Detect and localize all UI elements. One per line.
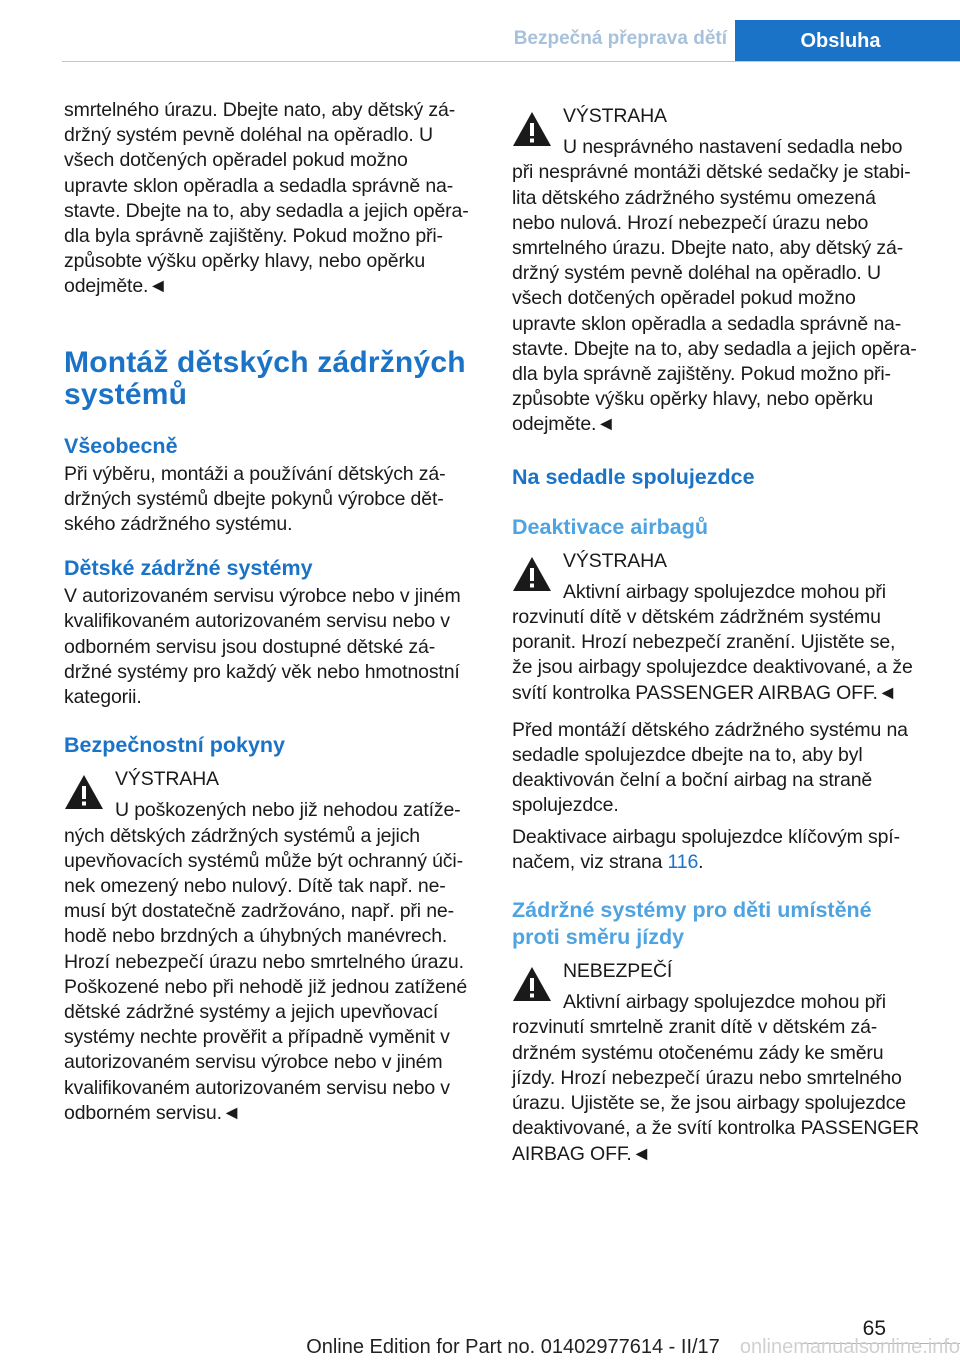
airbag-warning — [512, 549, 928, 706]
danger-label: NEBEZPEČÍ — [563, 960, 673, 983]
text-line: poranit. Hrozí nebezpečí zranění. Ujistěte se, — [512, 631, 896, 654]
text-line: Při výběru, montáži a používání dětských zá- — [64, 462, 446, 485]
warning-label: VÝSTRAHA — [563, 105, 667, 127]
heading-line: systémů — [64, 377, 188, 411]
text-line: dětské zádržné systémy a jejich upevňovací — [64, 1001, 439, 1024]
warning-triangle-icon — [512, 965, 552, 1003]
text-line: rozvinutí dítě v dětském zádržném systému — [512, 606, 881, 629]
text-fragment: . — [698, 850, 704, 873]
text-line: Deaktivace airbagu spolujezdce klíčovým spí- — [512, 825, 900, 848]
text-line: nebo nulová. Hrozí nebezpečí úrazu nebo — [512, 211, 869, 234]
text-fragment: načem, viz strana — [512, 850, 668, 873]
general-paragraph — [64, 462, 480, 538]
text-line: způsobte výšku opěrky hlavy, nebo opěrku — [512, 388, 874, 411]
watermark: onlinemanualsonline.info — [739, 1336, 960, 1358]
text-line: všech dotčených opěradel pokud možno — [64, 149, 408, 172]
text-line: odejměte.◄ — [64, 275, 168, 298]
warning-label: VÝSTRAHA — [563, 549, 667, 572]
text-line: deaktivované, a že svítí kontrolka PASSENGER — [512, 1117, 920, 1140]
chapter-heading — [64, 347, 480, 411]
safety-warning — [64, 767, 480, 1126]
text-line: spolujezdce. — [512, 794, 619, 817]
text-line: kategorii. — [64, 686, 142, 709]
text-line: U poškozených nebo již nehodou zatíže- — [115, 799, 461, 822]
text-line: upravte sklon opěradla a sedadla správně na- — [512, 312, 902, 335]
warning-triangle-icon — [512, 110, 552, 148]
page-reference-link[interactable]: 116 — [667, 850, 699, 873]
right-column — [512, 104, 928, 1177]
text-line: držných systémů dbejte pokynů výrobce dět- — [64, 487, 444, 510]
left-column — [64, 98, 480, 1136]
text-line: upevňovacích systémů může být ochranný úči- — [64, 849, 463, 872]
header-divider — [62, 61, 960, 62]
danger-warning — [512, 959, 928, 1167]
text-line: dla byla správně zajištěny. Pokud možno při- — [64, 225, 443, 248]
text-line: všech dotčených opěradel pokud možno — [512, 287, 856, 310]
heading-passenger-seat: Na sedadle spolujezdce — [512, 464, 755, 489]
text-line: Hrozí nebezpečí úrazu nebo smrtelného úrazu. — [64, 950, 464, 973]
text-line: systémy nechte prověřit a případně vyměnit v — [64, 1026, 450, 1049]
text-line: dla byla správně zajištěny. Pokud možno při- — [512, 363, 891, 386]
text-line: ných dětských zádržných systémů a jejich — [64, 824, 420, 847]
key-switch-paragraph — [512, 825, 928, 875]
warning-triangle-icon — [64, 773, 104, 811]
text-line: svítí kontrolka PASSENGER AIRBAG OFF.◄ — [512, 681, 897, 704]
text-line: stavte. Dbejte na to, aby sedadla a jejich opěra- — [512, 337, 917, 360]
text-line: držném systému otočenému zády ke směru — [512, 1041, 884, 1064]
text-line: ského zádržného systému. — [64, 513, 293, 536]
text-line: Aktivní airbagy spolujezdce mohou při — [563, 991, 886, 1014]
heading-line: proti směru jízdy — [512, 925, 685, 950]
heading-rear-facing — [512, 897, 928, 951]
page-header — [0, 0, 960, 62]
heading-safety: Bezpečnostní pokyny — [64, 733, 286, 758]
text-line — [512, 850, 928, 875]
text-line: sedadle spolujezdce dbejte na to, aby byl — [512, 744, 863, 767]
child-systems-paragraph — [64, 584, 480, 710]
text-line: deaktivován čelní a boční airbag na straně — [512, 769, 873, 792]
text-line: Před montáží dětského zádržného systému na — [512, 718, 908, 741]
edition-note: Online Edition for Part no. 01402977614 - II/17 — [306, 1336, 720, 1358]
before-mounting-paragraph — [512, 718, 928, 819]
text-line: upravte sklon opěradla a sedadla správně na- — [64, 174, 454, 197]
text-line: kvalifikovaném autorizovaném servisu nebo v — [64, 610, 450, 633]
text-line: smrtelného úrazu. Dbejte nato, aby dětský zá- — [512, 237, 904, 260]
text-line: odborném servisu.◄ — [64, 1101, 242, 1124]
text-line: odborném servisu jsou dostupné dětské zá- — [64, 635, 436, 658]
heading-child-systems: Dětské zádržné systémy — [64, 556, 313, 581]
text-line: U nesprávného nastavení sedadla nebo — [563, 136, 903, 159]
heading-airbag-deactivation: Deaktivace airbagů — [512, 514, 708, 539]
page-number: 65 — [862, 1317, 886, 1340]
text-line: způsobte výšku opěrky hlavy, nebo opěrku — [64, 250, 426, 273]
intro-paragraph — [64, 98, 480, 300]
text-line: rozvinutí smrtelně zranit dítě v dětském zá- — [512, 1016, 878, 1039]
text-line: autorizovaném servisu výrobce nebo v jiném — [64, 1051, 443, 1074]
heading-line: Montáž dětských zádržných — [64, 345, 466, 379]
text-line: držný systém pevně doléhal na opěradlo. U — [512, 262, 881, 285]
text-line: nek omezený nebo nulový. Dítě tak např. ne- — [64, 875, 446, 898]
text-line: Poškozené nebo při nehodě již jednou zatížené — [64, 975, 468, 998]
text-line: kvalifikovaném autorizovaném servisu nebo v — [64, 1076, 450, 1099]
text-line: že jsou airbagy spolujezdce deaktivované, a že — [512, 656, 913, 679]
text-line: držný systém pevně doléhal na opěradlo. U — [64, 124, 433, 147]
text-line: V autorizovaném servisu výrobce nebo v jiném — [64, 585, 461, 608]
heading-line: Zádržné systémy pro děti umístěné — [512, 898, 872, 923]
section-title: Bezpečná přeprava dětí — [513, 28, 727, 49]
text-line: lita dětského zádržného systému omezená — [512, 186, 876, 209]
text-line: stavte. Dbejte na to, aby sedadla a jejich opěra- — [64, 199, 469, 222]
text-line: hodě nebo brzdných a úhybných manévrech. — [64, 925, 448, 948]
text-line: úrazu. Ujistěte se, že jsou airbagy spolujezdce — [512, 1092, 906, 1115]
heading-general: Všeobecně — [64, 433, 178, 458]
text-line: Aktivní airbagy spolujezdce mohou při — [563, 580, 886, 603]
text-line: jízdy. Hrozí nebezpečí úrazu nebo smrtelného — [512, 1066, 902, 1089]
text-line: odejměte.◄ — [512, 413, 616, 436]
text-line: musí být dostatečně zadržováno, např. při ne- — [64, 900, 454, 923]
text-line: držné systémy pro každý věk nebo hmotnostní — [64, 660, 460, 683]
warning-label: VÝSTRAHA — [115, 768, 219, 791]
warning-triangle-icon — [512, 555, 552, 593]
text-line: AIRBAG OFF.◄ — [512, 1142, 651, 1165]
chapter-tab: Obsluha — [735, 20, 960, 62]
seat-warning — [512, 104, 928, 438]
text-line: při nesprávné montáži dětské sedačky je stabi- — [512, 161, 911, 184]
text-line: smrtelného úrazu. Dbejte nato, aby dětský zá- — [64, 99, 456, 121]
